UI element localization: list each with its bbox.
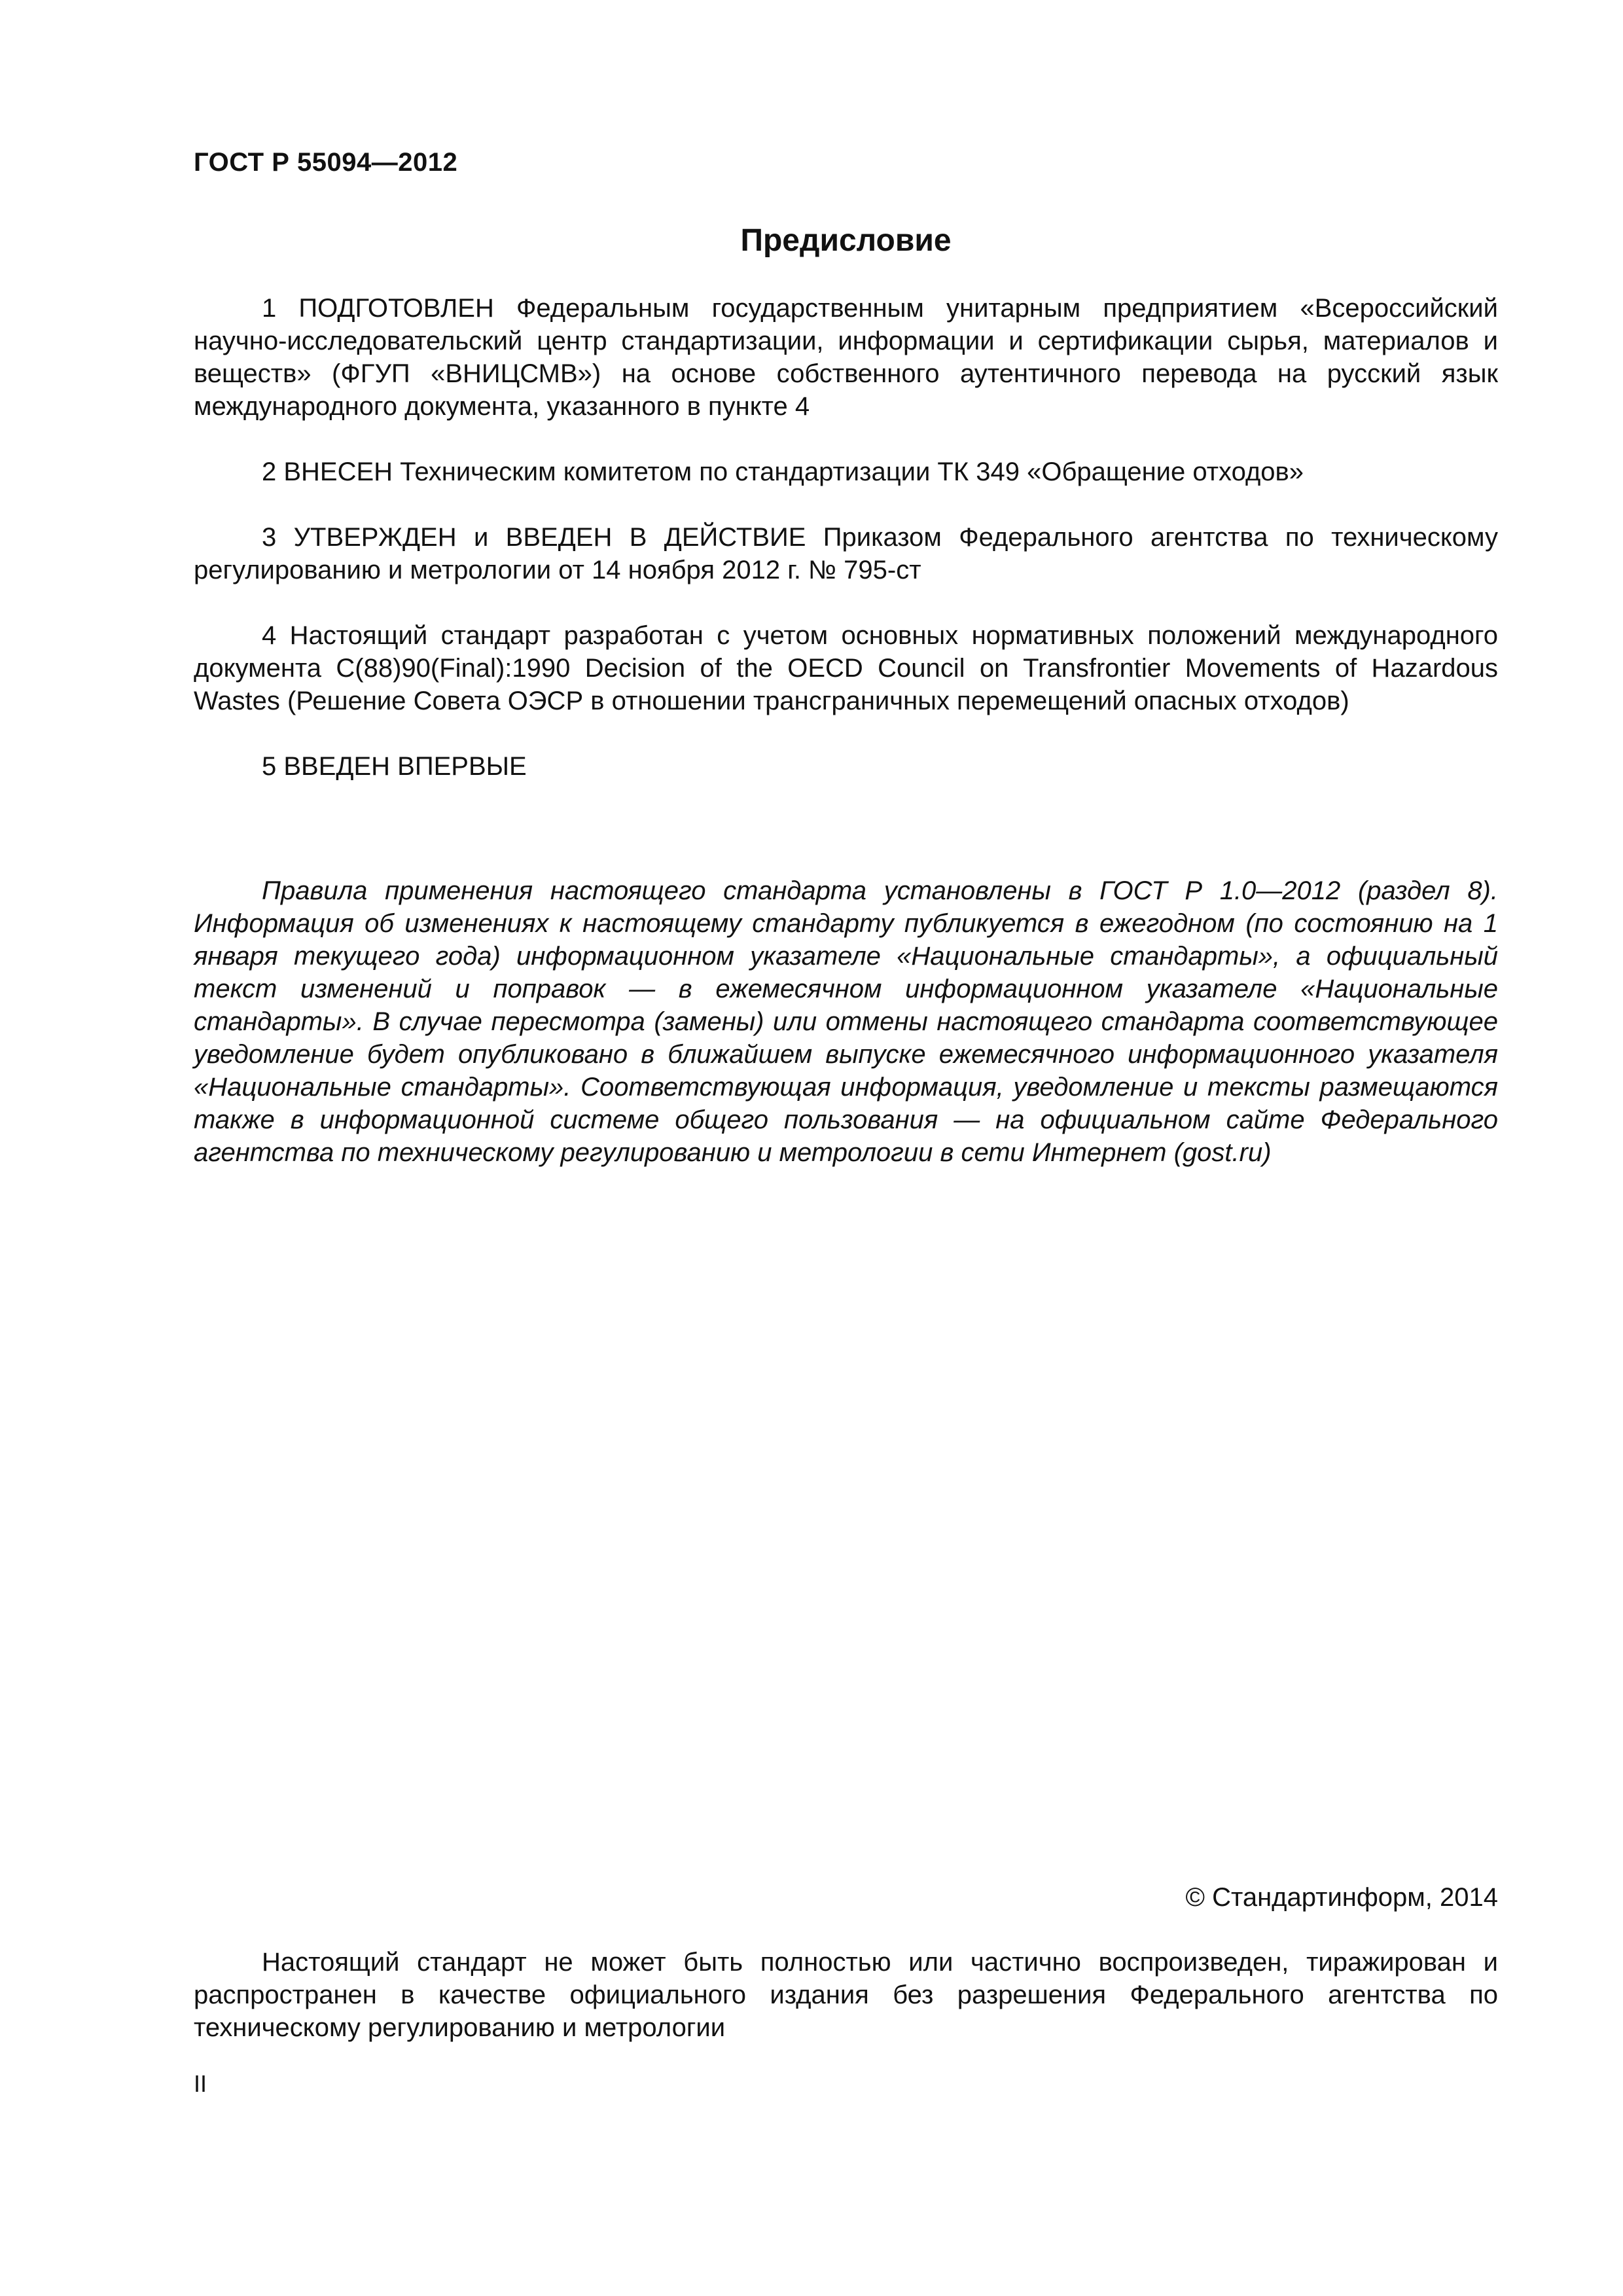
foreword-item-1: 1 ПОДГОТОВЛЕН Федеральным государственным унитарным предприятием «Всероссийский научно-исследовательский центр стандартизации, информации и сертификации сырья, материалов и веществ» (ФГУП «ВНИЦСМВ») на основе собственного аутентичного перевода на русский язык международного документа, указанного в пункте 4 (194, 294, 1498, 421)
reproduction-notice (194, 1946, 1498, 2044)
application-notice (194, 874, 1498, 1169)
application-notice-text: Правила применения настоящего стандарта установлены в ГОСТ Р 1.0—2012 (раздел 8). Информация об изменениях к настоящему стандарту публикуется в ежегодном (по состоянию на 1 января текущего года) информационном указателе «Национальные стандарты», а официальный текст изменений и поправок — в ежемесячном информационном указателе «Национальные стандарты». В случае пересмотра (замены) или отмены настоящего стандарта соответствующее уведомление будет опубликовано в ближайшем выпуске ежемесячного информационного указателя «Национальные стандарты». Соответствующая информация, уведомление и тексты размещаются также в информационной системе общего пользования — на официальном сайте Федерального агентства по техническому регулированию и метрологии в сети Интернет (gost.ru) (194, 876, 1498, 1167)
foreword-item-3: 3 УТВЕРЖДЕН и ВВЕДЕН В ДЕЙСТВИЕ Приказом Федерального агентства по техническому регулированию и метрологии от 14 ноября 2012 г. № 795-ст (194, 523, 1498, 584)
standard-code: ГОСТ Р 55094—2012 (194, 148, 458, 177)
page-title: Предисловие (740, 223, 952, 258)
reproduction-notice-text: Настоящий стандарт не может быть полностью или частично воспроизведен, тиражирован и распространен в качестве официального издания без разрешения Федерального агентства по техническому регулированию и метрологии (194, 1948, 1498, 2042)
foreword-item-2: 2 ВНЕСЕН Техническим комитетом по стандартизации ТК 349 «Обращение отходов» (262, 457, 1304, 486)
foreword-item-5: 5 ВВЕДЕН ВПЕРВЫЕ (262, 752, 527, 781)
copyright: © Стандартинформ, 2014 (1185, 1883, 1498, 1912)
foreword-items (194, 292, 1498, 816)
foreword-item-4: 4 Настоящий стандарт разработан с учетом основных нормативных положений международного документа C(88)90(Final):1990 Decision of the OECD Council on Transfrontier Movements of Hazardous Wastes (Решение Совета ОЭСР в отношении трансграничных перемещений опасных отходов) (194, 621, 1498, 715)
page-number: II (194, 2070, 207, 2097)
